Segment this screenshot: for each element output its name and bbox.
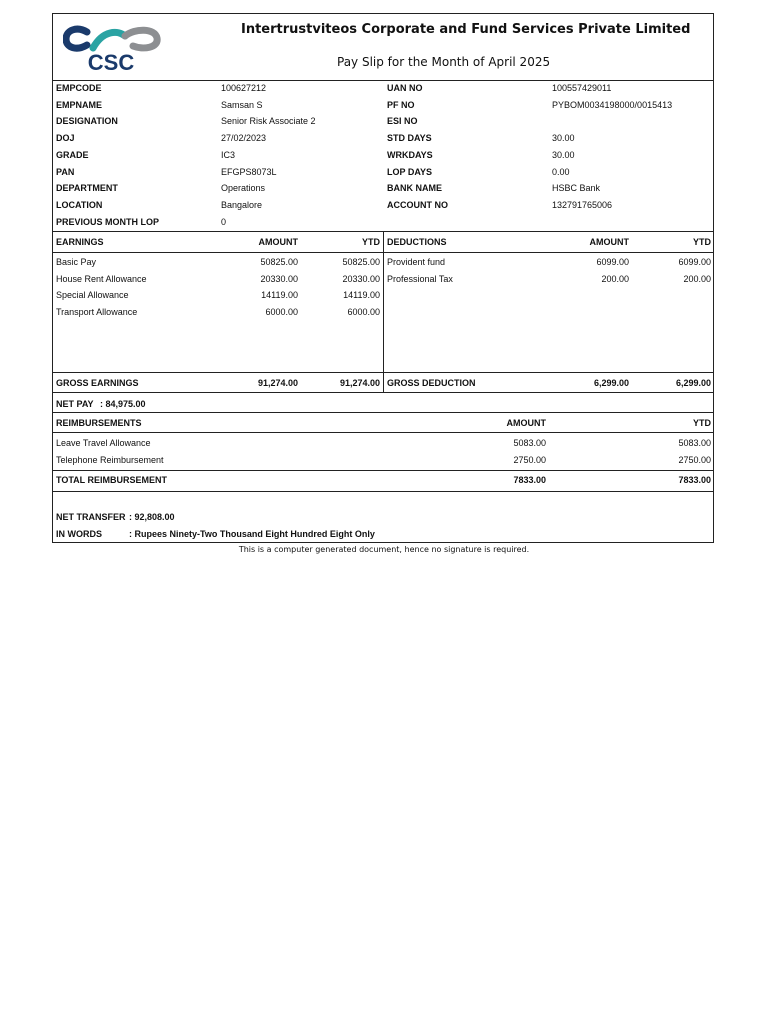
field-value: 100627212 (221, 83, 267, 93)
field-label: BANK NAME (387, 183, 442, 194)
gross-deduction-ytd: 6,299.00 (675, 378, 711, 388)
deductions-header: DEDUCTIONS (387, 237, 447, 247)
deduction-amount: 200.00 (601, 273, 629, 284)
field-value: Samsan S (221, 99, 263, 110)
earning-amount: 14119.00 (261, 290, 298, 301)
reimbursement-amount: 5083.00 (513, 438, 546, 448)
field-label: UAN NO (387, 83, 423, 93)
field-value: IC3 (221, 149, 236, 160)
earning-name: Transport Allowance (56, 307, 138, 318)
earning-name: Special Allowance (56, 290, 129, 301)
field-value: HSBC Bank (552, 183, 601, 194)
field-value: EFGPS8073L (221, 166, 277, 177)
field-label: PREVIOUS MONTH LOP (56, 216, 160, 227)
field-value: 30.00 (552, 149, 575, 160)
gross-earnings-ytd: 91,274.00 (339, 378, 380, 388)
reimbursements-header: REIMBURSEMENTS (56, 418, 142, 428)
total-reimbursement-ytd: 7833.00 (678, 475, 711, 485)
field-label: ESI NO (387, 116, 418, 127)
net-transfer-label: NET TRANSFER (56, 512, 126, 522)
deduction-name: Professional Tax (387, 273, 453, 284)
reimbursements-ytd-header: YTD (693, 418, 711, 428)
earning-amount: 6000.00 (265, 307, 298, 318)
field-value: 27/02/2023 (221, 133, 267, 144)
in-words-value: : Rupees Ninety-Two Thousand Eight Hundred Eight Only (129, 529, 375, 539)
earning-name: Basic Pay (56, 257, 97, 267)
field-value: 100557429011 (552, 83, 612, 93)
divider (53, 470, 713, 471)
divider (53, 372, 713, 373)
footer-note: This is a computer generated document, hence no signature is required. (238, 545, 530, 554)
divider (53, 432, 713, 433)
field-label: PF NO (387, 99, 415, 110)
field-label: STD DAYS (387, 133, 432, 144)
deductions-amount-header: AMOUNT (589, 237, 629, 247)
pay-slip (52, 13, 714, 543)
field-label: EMPCODE (56, 83, 102, 93)
field-value: Operations (221, 183, 266, 194)
field-label: GRADE (56, 149, 89, 160)
earning-amount: 50825.00 (260, 257, 298, 267)
column-divider (383, 231, 384, 392)
earnings-ytd-header: YTD (362, 237, 380, 247)
field-value: 132791765006 (552, 199, 613, 210)
field-label: WRKDAYS (387, 149, 433, 160)
csc-logo (63, 20, 163, 72)
deduction-name: Provident fund (387, 257, 446, 267)
reimbursement-name: Leave Travel Allowance (56, 438, 151, 448)
company-name: Intertrustviteos Corporate and Fund Services Private Limited (241, 22, 691, 37)
field-label: LOCATION (56, 199, 103, 210)
net-pay-label: NET PAY (56, 399, 94, 409)
reimbursements-amount-header: AMOUNT (506, 418, 546, 428)
divider (53, 392, 713, 393)
gross-deduction-label: GROSS DEDUCTION (387, 378, 476, 388)
field-value: Bangalore (221, 199, 263, 210)
reimbursement-ytd: 2750.00 (678, 454, 711, 465)
earning-ytd: 6000.00 (347, 307, 380, 318)
earnings-amount-header: AMOUNT (258, 237, 298, 247)
gross-deduction-amount: 6,299.00 (593, 378, 629, 388)
deduction-ytd: 6099.00 (678, 257, 711, 267)
field-label: DOJ (56, 133, 75, 144)
deduction-amount: 6099.00 (596, 257, 629, 267)
field-value: PYBOM0034198000/0015413 (552, 99, 673, 110)
earning-amount: 20330.00 (260, 273, 298, 284)
deductions-ytd-header: YTD (693, 237, 711, 247)
field-value: 0 (221, 216, 227, 227)
earning-name: House Rent Allowance (56, 273, 147, 284)
earning-ytd: 50825.00 (342, 257, 380, 267)
field-label: EMPNAME (56, 99, 103, 110)
field-label: LOP DAYS (387, 166, 433, 177)
earning-ytd: 20330.00 (342, 273, 380, 284)
field-value: Senior Risk Associate 2 (221, 116, 316, 127)
net-pay-value: : 84,975.00 (100, 399, 146, 409)
earnings-header: EARNINGS (56, 237, 104, 247)
logo-text: CSC (87, 50, 135, 72)
total-reimbursement-amount: 7833.00 (513, 475, 546, 485)
deduction-ytd: 200.00 (683, 273, 711, 284)
field-value: 0.00 (552, 166, 570, 177)
field-label: DESIGNATION (56, 116, 118, 127)
divider (53, 491, 713, 492)
total-reimbursement-label: TOTAL REIMBURSEMENT (56, 475, 168, 485)
divider (53, 412, 713, 413)
field-label: PAN (56, 166, 75, 177)
field-value: 30.00 (552, 133, 575, 144)
field-label: DEPARTMENT (56, 183, 118, 194)
reimbursement-name: Telephone Reimbursement (56, 454, 164, 465)
in-words-label: IN WORDS (56, 529, 102, 539)
gross-earnings-label: GROSS EARNINGS (56, 378, 139, 388)
earning-ytd: 14119.00 (343, 290, 380, 301)
reimbursement-amount: 2750.00 (513, 454, 546, 465)
gross-earnings-amount: 91,274.00 (257, 378, 298, 388)
payslip-title: Pay Slip for the Month of April 2025 (337, 55, 551, 69)
reimbursement-ytd: 5083.00 (678, 438, 711, 448)
divider (53, 80, 713, 81)
net-transfer-value: : 92,808.00 (129, 512, 175, 522)
field-label: ACCOUNT NO (387, 199, 448, 210)
